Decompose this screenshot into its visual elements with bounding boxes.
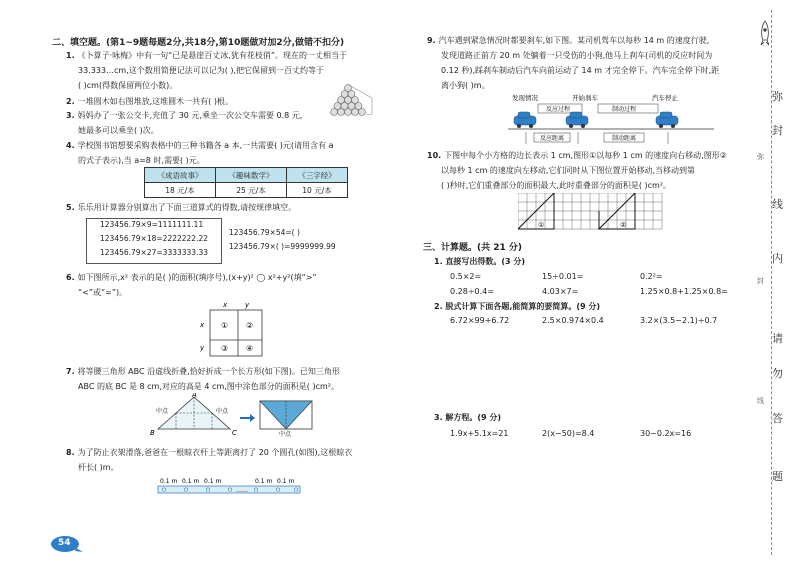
- part-1-title: 1. 直接写出得数。(3 分): [434, 257, 526, 266]
- binding-char: 线: [772, 198, 783, 211]
- table-header: 《三字经》: [287, 168, 348, 183]
- question-1-line2: 33.333…cm,这个数用简便记法可以记为( ),把它保留到一百丈约等于: [78, 66, 325, 75]
- gap-label-3: 0.1 m: [204, 478, 222, 485]
- question-8-line1: 为了防止衣架滑落,爸爸在一根晾衣杆上等距离打了 20 个圆孔(如图),这根晾衣: [77, 448, 353, 457]
- question-9-line4: 离小狗( )m。: [441, 81, 490, 90]
- question-6-number: 6.: [66, 273, 75, 282]
- question-6-line1: 如下图所示,x² 表示的是( )的面积(填序号),(x+y)² ◯ x²+y²(填“>”: [77, 273, 317, 282]
- binding-char: 答: [772, 412, 783, 425]
- question-9: [427, 33, 719, 93]
- triangle-fold-figure: [146, 393, 326, 437]
- rocket-icon: [758, 20, 772, 48]
- question-3-number: 3.: [66, 111, 75, 120]
- calc-item: 0.28÷0.4=: [450, 287, 494, 296]
- table-cell: 25 元/本: [216, 183, 287, 198]
- gap-label-2: 0.1 m: [182, 478, 200, 485]
- midpoint-label-bottom: 中点: [279, 431, 292, 437]
- section-2-title: 二、填空题。(第1~9题每题2分,共18分,第10题做对加2分,做错不扣分): [52, 38, 345, 48]
- ellipsis: ……: [236, 487, 248, 494]
- binding-char: 封: [772, 124, 783, 137]
- binding-small-char: 线: [757, 397, 764, 405]
- question-9-line3: 0.12 秒),踩刹车制动后汽车向前运动了 14 m 才完全停下。汽车完全停下时,距: [441, 66, 720, 75]
- question-5: [66, 200, 296, 215]
- label-braking-process: 制动过程: [612, 106, 637, 113]
- midpoint-label-right: 中点: [216, 408, 229, 415]
- question-4-number: 4.: [66, 141, 75, 150]
- midpoint-label-left: 中点: [156, 408, 169, 415]
- calc-item: 0.2²=: [640, 272, 663, 281]
- question-7-line2: ABC 的底 BC 是 8 cm,对应的高是 4 cm,图中涂色部分的面积是( )cm²。: [78, 382, 339, 391]
- label-x-left: x: [200, 321, 205, 329]
- question-8-number: 8.: [66, 448, 75, 457]
- label-braking-distance: 制动距离: [612, 135, 637, 142]
- question-2-number: 2.: [66, 97, 75, 106]
- vertex-a: A: [192, 393, 197, 399]
- calc-item: 4.03×7=: [542, 287, 579, 296]
- calculator-equations: [100, 218, 208, 260]
- calc-item: 2(x−50)=8.4: [542, 429, 595, 438]
- question-1-number: 1.: [66, 51, 75, 60]
- label-find-situation: 发现情况: [512, 94, 538, 102]
- label-x-top: x: [223, 301, 228, 309]
- question-7: [66, 364, 340, 394]
- region-3: ③: [221, 344, 229, 353]
- vertex-c: C: [232, 429, 237, 437]
- question-9-line2: 发现道路正前方 20 m 处躺着一只受伤的小狗,他马上刹车(司机的反应时间为: [441, 51, 713, 60]
- calc-item: 30−0.2x=16: [640, 429, 692, 438]
- fill-in-equations: [229, 226, 336, 254]
- gap-label-4: 0.1 m: [255, 478, 273, 485]
- region-4: ④: [246, 344, 254, 353]
- question-4-line1: 学校图书馆想要采购表格中的三种书籍各 a 本,一共需要( )元(请用含有 a: [77, 141, 334, 150]
- calc-item: 1.25×0.8+1.25×0.8=: [640, 287, 728, 296]
- equation-5: 123456.79×( )=9999999.99: [229, 242, 336, 251]
- clothes-rod-figure: [156, 475, 302, 499]
- question-8: [66, 445, 352, 475]
- label-reaction-distance: 反应距离: [540, 135, 565, 142]
- label-y-top: y: [245, 301, 250, 309]
- question-10: [427, 148, 727, 193]
- log-pile-figure: [322, 84, 378, 118]
- question-2-text: 一堆圆木如右图堆放,这堆圆木一共有( )根。: [77, 97, 233, 106]
- arrow-right-icon: [240, 414, 255, 422]
- binding-char: 弥: [772, 90, 783, 103]
- moving-shapes-grid: [518, 193, 666, 231]
- calc-item: 0.5×2=: [450, 272, 482, 281]
- table-cell: 10 元/本: [287, 183, 348, 198]
- equation-3: 123456.79×27=3333333.33: [100, 248, 208, 257]
- equation-2: 123456.79×18=2222222.22: [100, 234, 208, 243]
- calc-item: 15÷0.01=: [542, 272, 584, 281]
- vertex-b: B: [150, 429, 155, 437]
- question-7-number: 7.: [66, 367, 75, 376]
- label-car-stop: 汽车停止: [652, 94, 678, 102]
- question-3-line2: 她最多可以乘坐( )次。: [78, 126, 159, 135]
- question-1: [66, 48, 347, 93]
- region-2: ②: [246, 321, 254, 330]
- question-9-number: 9.: [427, 36, 436, 45]
- label-y-left: y: [200, 344, 205, 352]
- binding-small-char: 封: [757, 277, 764, 285]
- binding-char: 勿: [772, 367, 783, 380]
- calc-item: 6.72×99+6.72: [450, 316, 510, 325]
- binding-char: 内: [772, 252, 783, 265]
- question-3-line1: 妈妈办了一张公交卡,充值了 30 元,乘坐一次公交车需要 0.8 元,: [77, 111, 303, 120]
- binding-char: 题: [772, 470, 783, 483]
- calc-item: 3.2×(3.5−2.1)÷0.7: [640, 316, 718, 325]
- section-3-title: 三、计算题。(共 21 分): [423, 243, 523, 253]
- shape-1-label: ①: [538, 221, 545, 229]
- part-2-title: 2. 脱式计算下面各题,能简算的要简算。(9 分): [434, 302, 601, 311]
- question-8-line2: 杆长( )m。: [78, 463, 119, 472]
- table-cell: 18 元/本: [145, 183, 216, 198]
- question-6: [66, 270, 317, 300]
- calc-item: 2.5×0.974×0.4: [542, 316, 604, 325]
- question-5-text: 乐乐用计算器分别算出了下面三道算式的得数,请按规律填空。: [77, 203, 297, 212]
- braking-diagram: [506, 92, 716, 148]
- gap-label-5: 0.1 m: [277, 478, 295, 485]
- page-number: 54: [58, 538, 71, 548]
- question-10-line3: ( )秒时,它们重叠部分的面积最大,此时重叠部分的面积是( )cm²。: [441, 181, 672, 190]
- label-start-brake: 开始刹车: [572, 94, 598, 102]
- question-1-line1: 《卜算子·咏梅》中有一句“已是悬崖百丈冰,犹有花枝俏”。现在的一丈相当于: [77, 51, 347, 60]
- table-header: 《趣味数学》: [216, 168, 287, 183]
- question-4: [66, 138, 334, 168]
- binding-char: 请: [772, 332, 783, 345]
- shape-2-label: ②: [620, 221, 627, 229]
- binding-small-char: 弥: [757, 153, 764, 161]
- question-3: [66, 108, 302, 138]
- question-4-line2: 的式子表示),当 a=8 时,需要( )元。: [78, 156, 205, 165]
- equation-1: 123456.79×9=1111111.11: [100, 220, 204, 229]
- question-10-number: 10.: [427, 151, 442, 160]
- gap-label-1: 0.1 m: [160, 478, 178, 485]
- question-7-line1: 将等腰三角形 ABC 沿虚线折叠,恰好折成一个长方形(如下图)。已知三角形: [77, 367, 340, 376]
- table-header: 《成语故事》: [145, 168, 216, 183]
- square-xy-figure: [196, 300, 266, 360]
- question-10-line1: 下图中每个小方格的边长表示 1 cm,图形①以每秒 1 cm 的速度向右移动,图形②: [444, 151, 727, 160]
- label-reaction-process: 反应过程: [546, 106, 571, 113]
- question-6-line2: “<”或“=”)。: [78, 288, 128, 297]
- question-10-line2: 以每秒 1 cm 的速度向左移动,它们同时从下图位置开始移动,当移动到第: [441, 166, 695, 175]
- equation-4: 123456.79×54=( ): [229, 228, 300, 237]
- question-2: [66, 94, 233, 109]
- question-9-line1: 汽车遇到紧急情况时都要刹车,如下图。某司机驾车以每秒 14 m 的速度行驶,: [438, 36, 710, 45]
- calc-item: 1.9x+5.1x=21: [450, 429, 509, 438]
- question-5-number: 5.: [66, 203, 75, 212]
- question-1-line3: ( )cm(得数保留两位小数)。: [78, 81, 178, 90]
- part-3-title: 3. 解方程。(9 分): [434, 413, 502, 422]
- book-price-table: [144, 167, 348, 198]
- region-1: ①: [221, 321, 229, 330]
